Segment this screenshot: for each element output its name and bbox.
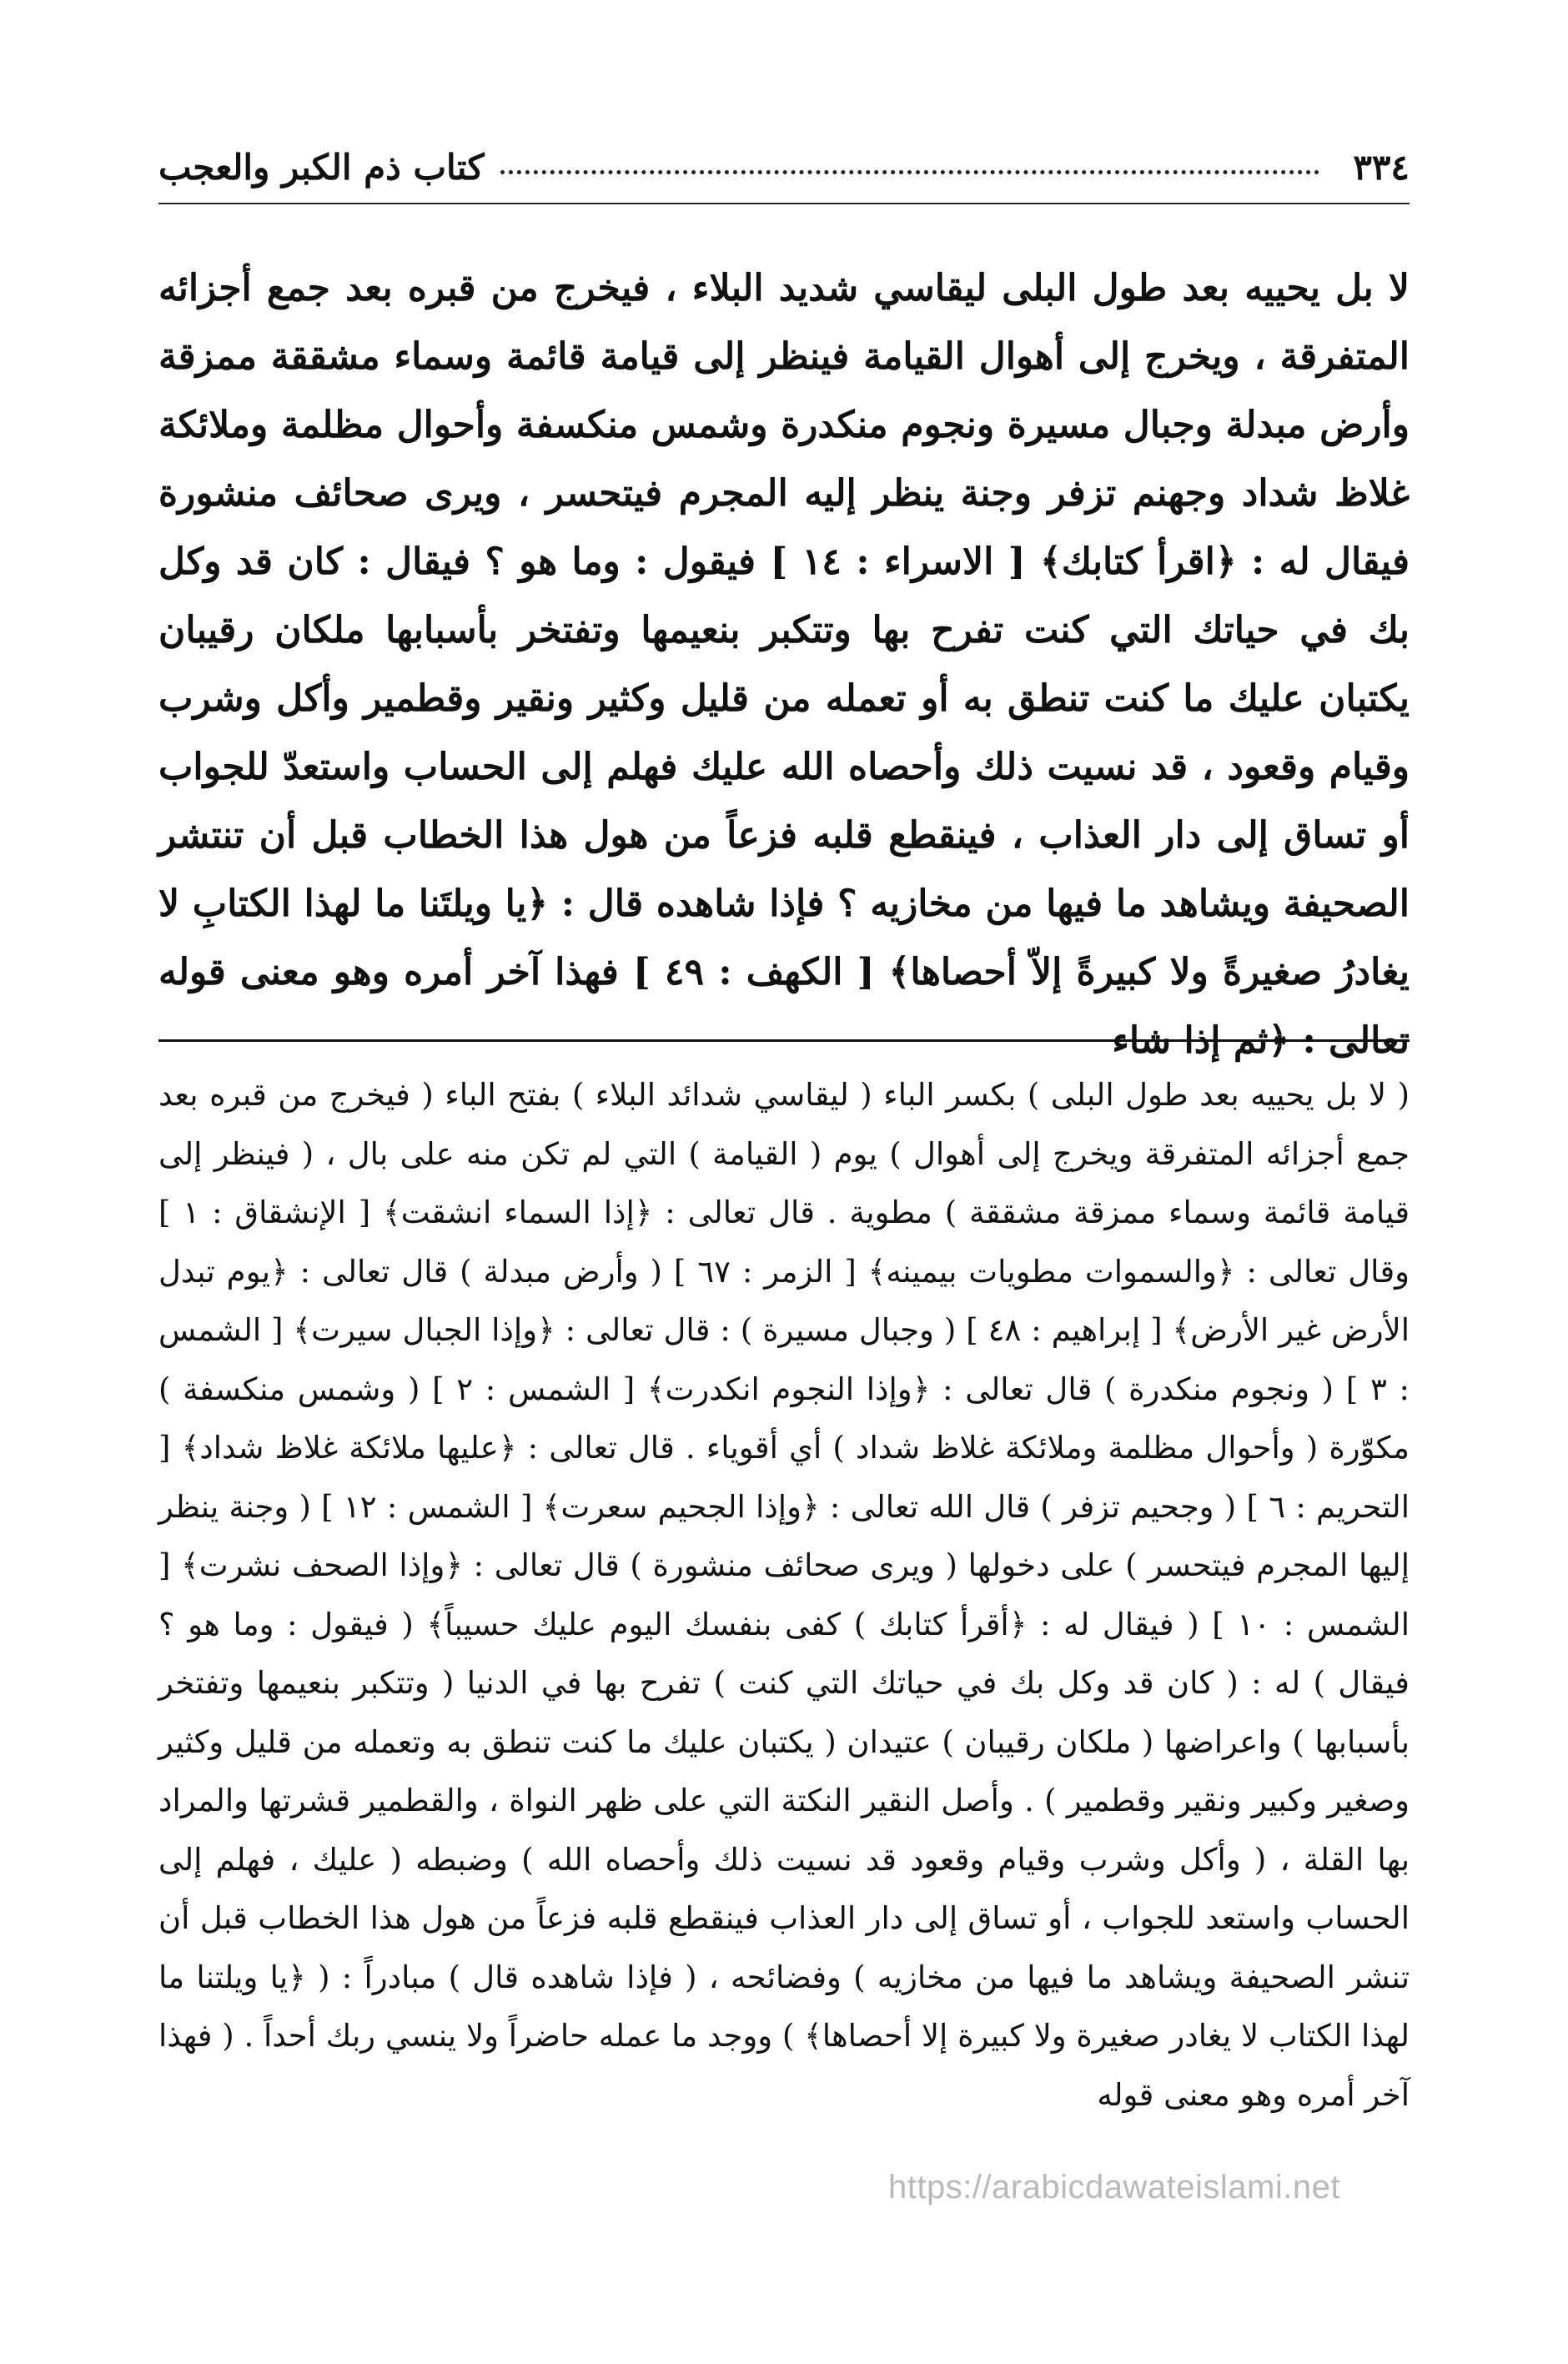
watermark-url: https://arabicdawateislami.net (888, 2169, 1340, 2206)
page-number: ٣٣٤ (1353, 146, 1410, 188)
running-header (158, 138, 1410, 196)
header-rule (158, 203, 1410, 204)
book-title: كتاب ذم الكبر والعجب (158, 146, 485, 188)
footnote-divider (158, 1039, 1410, 1042)
main-text-block (158, 254, 1410, 1075)
header-leader-dots (500, 170, 1319, 174)
main-paragraph: لا بل يحييه بعد طول البلى ليقاسي شديد البلاء ، فيخرج من قبره بعد جمع أجزائه المتفرقة ، ويخرج إلى أهوال القيامة فينظر إلى قيامة قائمة وسماء مشققة ممزقة وأرض مبدلة وجبال مسيرة ونجوم منكدرة وشمس منكسفة وأحوال مظلمة وملائكة غلاظ شداد وجهنم تزفر وجنة ينظر إليه المجرم فيتحسر ، ويرى صحائف منشورة فيقال له : ﴿اقرأ كتابك﴾ [ الاسراء : ١٤ ] فيقول : وما هو ؟ فيقال : كان قد وكل بك في حياتك التي كنت تفرح بها وتتكبر بنعيمها وتفتخر بأسبابها ملكان رقيبان يكتبان عليك ما كنت تنطق به أو تعمله من قليل وكثير ونقير وقطمير وأكل وشرب وقيام وقعود ، قد نسيت ذلك وأحصاه الله عليك فهلم إلى الحساب واستعدّ للجواب أو تساق إلى دار العذاب ، فينقطع قلبه فزعاً من هول هذا الخطاب قبل أن تنتشر الصحيفة ويشاهد ما فيها من مخازيه ؟ فإذا شاهده قال : ﴿يا ويلتَنا ما لهذا الكتابِ لا يغادرُ صغيرةً ولا كبيرةً إلاّ أحصاها﴾ [ الكهف : ٤٩ ] فهذا آخر أمره وهو معنى قوله تعالى : ﴿ثم إذا شاء (158, 267, 1410, 1062)
commentary-paragraph: ( لا بل يحييه بعد طول البلى ) بكسر الباء ( ليقاسي شدائد البلاء ) بفتح الباء ( فيخرج من قبره بعد جمع أجزائه المتفرقة ويخرج إلى أهوال ) يوم ( القيامة ) التي لم تكن منه على بال ، ( فينظر إلى قيامة قائمة وسماء ممزقة مشققة ) مطوية . قال تعالى : ﴿إذا السماء انشقت﴾ [ الإنشقاق : ١ ] وقال تعالى : ﴿والسموات مطويات بيمينه﴾ [ الزمر : ٦٧ ] ( وأرض مبدلة ) قال تعالى : ﴿يوم تبدل الأرض غير الأرض﴾ [ إبراهيم : ٤٨ ] ( وجبال مسيرة ) : قال تعالى : ﴿وإذا الجبال سيرت﴾ [ الشمس : ٣ ] ( ونجوم منكدرة ) قال تعالى : ﴿وإذا النجوم انكدرت﴾ [ الشمس : ٢ ] ( وشمس منكسفة ) مكوّرة ( وأحوال مظلمة وملائكة غلاظ شداد ) أي أقوياء . قال تعالى : ﴿عليها ملائكة غلاظ شداد﴾ [ التحريم : ٦ ] ( وجحيم تزفر ) قال الله تعالى : ﴿وإذا الجحيم سعرت﴾ [ الشمس : ١٢ ] ( وجنة ينظر إليها المجرم فيتحسر ) على دخولها ( ويرى صحائف منشورة ) قال تعالى : ﴿وإذا الصحف نشرت﴾ [ الشمس : ١٠ ] ( فيقال له : ﴿أقرأ كتابك ) كفى بنفسك اليوم عليك حسيباً﴾ ( فيقول : وما هو ؟ فيقال ) له : ( كان قد وكل بك في حياتك التي كنت ) تفرح بها في الدنيا ( وتتكبر بنعيمها وتفتخر بأسبابها ) واعراضها ( ملكان رقيبان ) عتيدان ( يكتبان عليك ما كنت تنطق به وتعمله من قليل وكثير وصغير وكبير ونقير وقطمير ) . وأصل النقير النكتة التي على ظهر النواة ، والقطمير قشرتها والمراد بها القلة ، ( وأكل وشرب وقيام وقعود قد نسيت ذلك وأحصاه الله ) وضبطه ( عليك ، فهلم إلى الحساب واستعد للجواب ، أو تساق إلى دار العذاب فينقطع قلبه فزعاً من هول هذا الخطاب قبل أن تنشر الصحيفة ويشاهد ما فيها من مخازيه ) وفضائحه ، ( فإذا شاهده قال ) مبادراً : ( ﴿يا ويلتنا ما لهذا الكتاب لا يغادر صغيرة ولا كبيرة إلا أحصاها﴾ ) ووجد ما عمله حاضراً ولا ينسي ربك أحداً . ( فهذا آخر أمره وهو معنى قوله (158, 1077, 1410, 2113)
commentary-block (158, 1066, 1410, 2125)
